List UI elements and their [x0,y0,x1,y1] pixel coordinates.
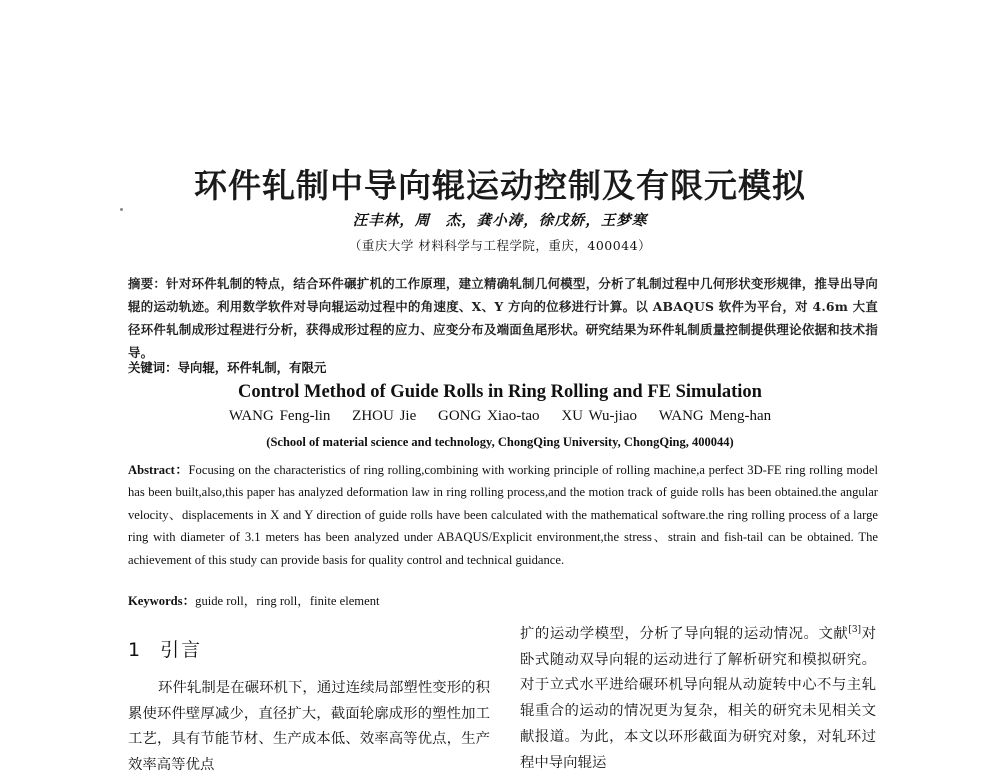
author-en: WANG Meng-han [658,408,772,424]
affiliation-cn: （重庆大学 材料科学与工程学院，重庆，400044） [348,238,652,253]
authors-en [0,408,1000,425]
abstract-en [128,459,878,571]
body-right-text-2: 对卧式随动双导向辊的运动进行了解析研究和模拟研究。对于立式水平进给碾环机导向辊从动旋转中心不与主轧辊重合的运动的情况更为复杂，相关的研究未见相关文献报道。为此，本文以环形截面为研究对象，对轧环过程中导向辊运 [520,626,876,771]
body-left-text: 环件轧制是在碾环机下，通过连续局部塑性变形的积累使环件壁厚减少，直径扩大，截面轮廓成形的塑性加工工艺，具有节能节材、生产成本低、效率高等优点，生产效率高等优点 [128,680,490,774]
affiliation-en: (School of material science and technology, ChongQing University, ChongQing, 400044) [266,435,734,449]
keywords-cn [128,358,878,378]
keywords-en [128,590,878,609]
abstract-cn-text: 针对环件轧制的特点，结合环件碾扩机的工作原理，建立精确轧制几何模型，分析了轧制过程中几何形状变形规律，推导出导向辊的运动轨迹。利用数学软件对导向辊运动过程中的角速度、X、Y 方向的位移进行计算。以 ABAQUS 软件为平台，对 4.6m 大直径环件轧制成形过程进行分析，获得成形过程的应力、应变分布及端面鱼尾形状。研究结果为环件轧制质量控制提供理论依据和技术指导。 [128,276,879,360]
body-column-left [128,676,490,779]
keywords-cn-text: 导向辊，环件轧制，有限元 [177,360,327,375]
body-right-text-1: 扩的运动学模型，分析了导向辊的运动情况。文献 [520,626,849,642]
keywords-cn-label: 关键词： [128,360,178,375]
section-title: 引言 [160,639,203,661]
keywords-en-text: guide roll，ring roll，finite element [195,594,380,608]
author-en: GONG Xiao-tao [438,408,540,424]
abstract-cn-label: 摘要： [128,276,167,291]
abstract-en-label: Abstract： [128,463,189,477]
abstract-en-text: Focusing on the characteristics of ring rolling,combining with working principle of rolling machine,a perfect 3D-FE ring rolling model has been built,also,this paper has analyzed deformation law in ring rolling process,and the motion track of guide rolls has been obtained.the angular velocity、displacements in X and Y direction of guide rolls have been calculated with the mathematical software.the ring rolling process of a large ring with diameter of 3.1 meters has been analyzed under ABAQUS/Explicit environment,the stress、strain and fish-tail can be obtained. The achievement of this study can provide basis for quality control and technical guidance. [128,463,878,567]
paper-title-en: Control Method of Guide Rolls in Ring Rolling and FE Simulation [238,382,762,402]
section-heading-intro [128,635,202,662]
section-number: 1 [128,639,143,661]
author-en: ZHOU Jie [352,408,417,424]
body-column-right [520,622,876,776]
author-en: WANG Feng-lin [228,408,331,424]
keywords-en-label: Keywords： [128,594,196,608]
abstract-cn [128,272,878,364]
citation-ref[interactable]: [3] [848,625,862,636]
authors-cn: 汪丰林，周 杰，龚小涛，徐戊娇，王梦寒 [352,212,648,229]
author-en: XU Wu-jiao [561,408,638,424]
paper-title-cn: 环件轧制中导向辊运动控制及有限元模拟 [194,166,806,205]
